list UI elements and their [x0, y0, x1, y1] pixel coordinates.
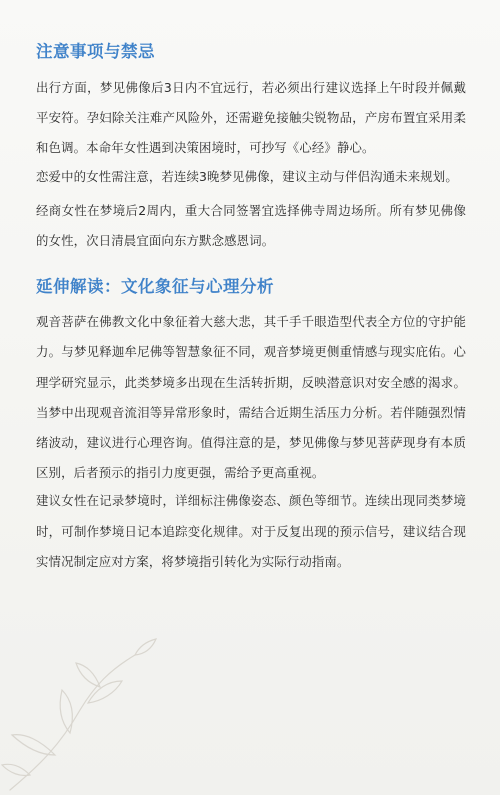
paragraph-romance: 恋爱中的女性需注意，若连续3晚梦见佛像，建议主动与伴侣沟通未来规划。: [36, 168, 458, 184]
section-title-precautions: 注意事项与禁忌: [36, 42, 155, 61]
paragraph-travel-pregnancy: 出行方面，梦见佛像后3日内不宜远行，若必须出行建议选择上午时段并佩戴平安符。孕妇除关注难产风险外，还需避免接触尖锐物品，产房布置宜采用柔和色调。本命年女性遇到决策困境时，可抄写《心经》静心。: [36, 80, 466, 156]
paragraph-guanyin-symbolism: 观音菩萨在佛教文化中象征着大慈大悲，其千手千眼造型代表全方位的守护能力。与梦见释迦牟尼佛等智慧象征不同，观音梦境更侧重情感与现实庇佑。心理学研究显示，此类梦境多出现在生活转折期，反映潜意识对安全感的渴求。当梦中出现观音流泪等异常形象时，需结合近期生活压力分析。若伴随强烈情绪波动，建议进行心理咨询。值得注意的是，梦见佛像与梦见菩萨现身有本质区别，后者预示的指引力度更强，需给予更高重视。: [36, 314, 466, 481]
article-content: [36, 40, 466, 577]
section-title-interpretation: 延伸解读：文化象征与心理分析: [36, 277, 274, 297]
floral-line-art-icon: [0, 615, 180, 795]
paragraph-dream-recording: 建议女性在记录梦境时，详细标注佛像姿态、颜色等细节。连续出现同类梦境时，可制作梦境日记本追踪变化规律。对于反复出现的预示信号，建议结合现实情况制定应对方案，将梦境指引转化为实际行动指南。: [36, 493, 466, 569]
paragraph-business: 经商女性在梦境后2周内，重大合同签署宜选择佛寺周边场所。所有梦见佛像的女性，次日清晨宜面向东方默念感恩词。: [36, 202, 466, 249]
